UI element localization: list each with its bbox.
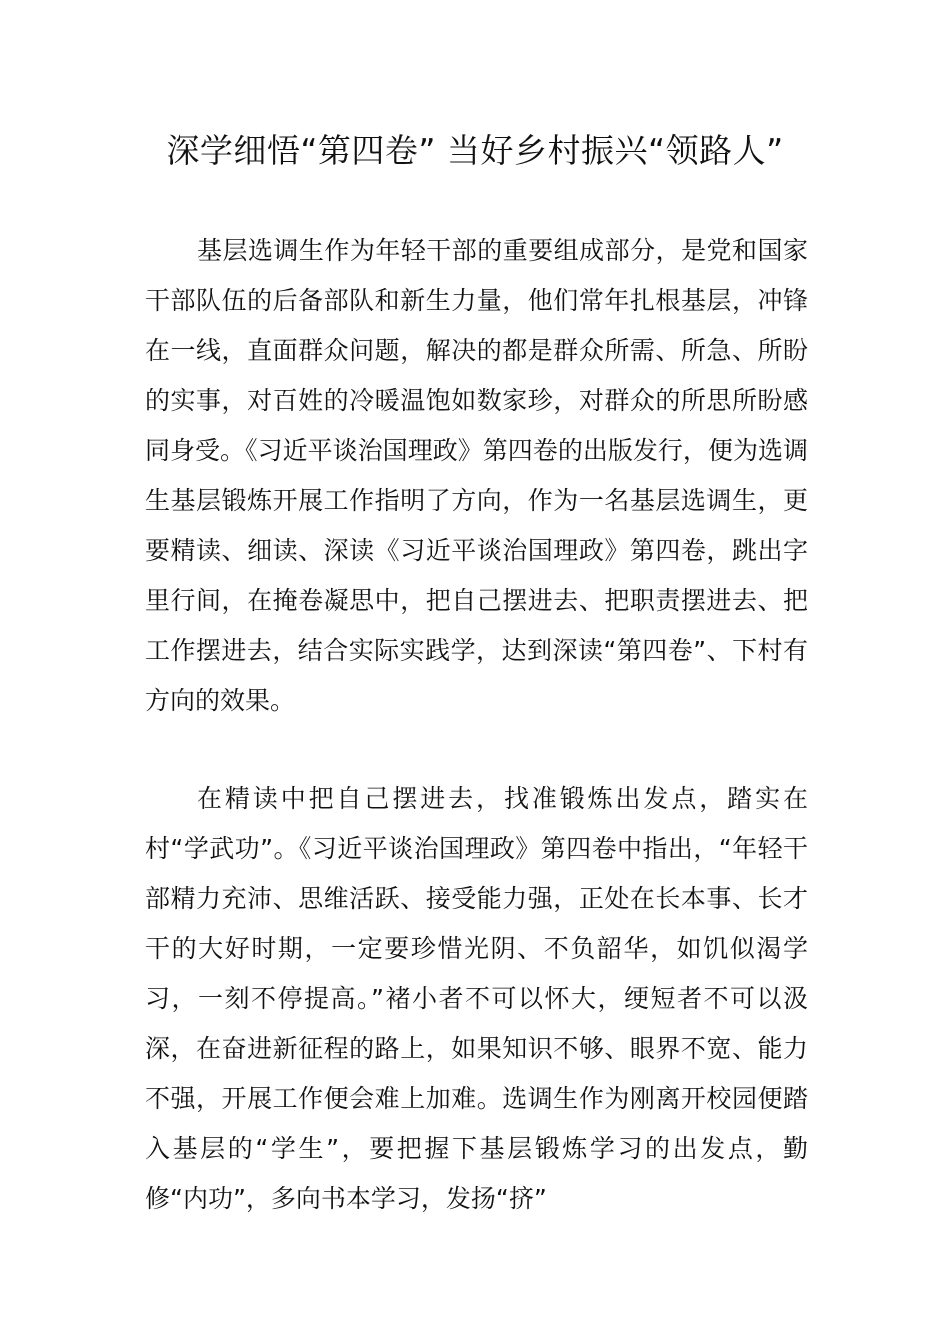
paragraph-2: 在精读中把自己摆进去，找准锻炼出发点，踏实在村“学武功”。《习近平谈治国理政》第四卷中指出，“年轻干部精力充沛、思维活跃、接受能力强，正处在长本事、长才干的大好时期，一定要珍惜光阴、不负韶华，如饥似渴学习，一刻不停提高。”褚小者不可以怀大，绠短者不可以汲深，在奋进新征程的路上，如果知识不够、眼界不宽、能力不强，开展工作便会难上加难。选调生作为刚离开校园便踏入基层的“学生”，要把握下基层锻炼学习的出发点，勤修“内功”，多向书本学习，发扬“挤”	[145, 784, 808, 1213]
paragraph-1: 基层选调生作为年轻干部的重要组成部分，是党和国家干部队伍的后备部队和新生力量，他们常年扎根基层，冲锋在一线，直面群众问题，解决的都是群众所需、所急、所盼的实事，对百姓的冷暖温饱如数家珍，对群众的所思所盼感同身受。《习近平谈治国理政》第四卷的出版发行，便为选调生基层锻炼开展工作指明了方向，作为一名基层选调生，更要精读、细读、深读《习近平谈治国理政》第四卷，跳出字里行间，在掩卷凝思中，把自己摆进去、把职责摆进去、把工作摆进去，结合实际实践学，达到深读“第四卷”、下村有方向的效果。	[145, 236, 808, 715]
document-title: 深学细悟“第四卷” 当好乡村振兴“领路人”	[166, 131, 784, 170]
